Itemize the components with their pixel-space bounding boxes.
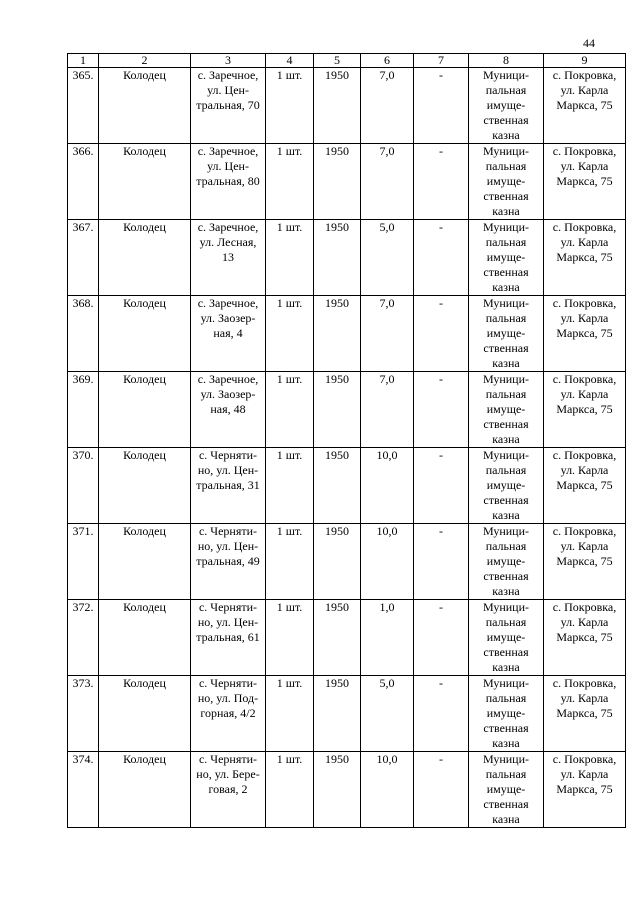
holder-address-cell-line: с. Покровка, [552,600,617,614]
object-name-cell: Колодец [99,752,191,828]
ownership-cell-line: ственная [483,265,529,279]
address-cell-line: с. Заречное, [197,372,259,386]
address-cell-line: тральная, 70 [196,98,260,112]
column-7-cell: - [414,144,469,220]
ownership-cell-line: ственная [483,113,529,127]
ownership-cell-line: имуще- [486,554,526,568]
ownership-cell-line: Муници- [482,68,530,82]
holder-address-cell-line: ул. Карла [560,539,609,553]
address-cell-line: ул. Цен- [207,83,249,97]
quantity-cell: 1 шт. [266,220,314,296]
ownership-cell-line: ственная [483,569,529,583]
column-7-cell: - [414,296,469,372]
column-7-cell: - [414,220,469,296]
value-cell: 5,0 [361,220,414,296]
quantity-cell: 1 шт. [266,752,314,828]
column-header: 3 [191,54,266,68]
address-cell-line: с. Черняти- [198,676,258,690]
ownership-cell-line: имуще- [486,706,526,720]
address-cell-line: с. Заречное, [197,296,259,310]
address-cell-line: тральная, 31 [196,478,260,492]
ownership-cell-line: ственная [483,417,529,431]
table-row [68,144,626,220]
address-cell-line: с. Заречное, [197,144,259,158]
holder-address-cell [544,676,626,752]
ownership-cell [469,144,544,220]
year-cell: 1950 [314,752,361,828]
row-number-cell: 367. [68,220,99,296]
holder-address-cell [544,600,626,676]
column-number-row [68,54,626,68]
year-cell: 1950 [314,524,361,600]
row-number-cell: 371. [68,524,99,600]
table-row [68,752,626,828]
ownership-cell-line: имуще- [486,250,526,264]
table-row [68,296,626,372]
object-name-cell: Колодец [99,600,191,676]
ownership-cell-line: казна [492,660,520,674]
holder-address-cell-line: Маркса, 75 [556,782,613,796]
ownership-cell-line: имуще- [486,326,526,340]
ownership-cell [469,600,544,676]
address-cell [191,372,266,448]
address-cell [191,144,266,220]
ownership-cell-line: Муници- [482,600,530,614]
ownership-cell-line: пальная [485,387,527,401]
holder-address-cell-line: с. Покровка, [552,68,617,82]
address-cell-line: с. Черняти- [198,752,258,766]
column-header: 1 [68,54,99,68]
holder-address-cell-line: ул. Карла [560,311,609,325]
holder-address-cell-line: Маркса, 75 [556,554,613,568]
column-header: 5 [314,54,361,68]
address-cell-line: горная, 4/2 [200,706,256,720]
table-row [68,524,626,600]
value-cell: 7,0 [361,372,414,448]
address-cell [191,296,266,372]
ownership-cell [469,448,544,524]
year-cell: 1950 [314,144,361,220]
object-name-cell: Колодец [99,220,191,296]
ownership-cell [469,68,544,144]
address-cell [191,68,266,144]
value-cell: 10,0 [361,752,414,828]
holder-address-cell [544,448,626,524]
holder-address-cell-line: ул. Карла [560,691,609,705]
ownership-cell-line: пальная [485,691,527,705]
holder-address-cell-line: ул. Карла [560,235,609,249]
value-cell: 7,0 [361,296,414,372]
table-row [68,448,626,524]
ownership-cell-line: пальная [485,235,527,249]
ownership-cell [469,676,544,752]
holder-address-cell-line: Маркса, 75 [556,174,613,188]
quantity-cell: 1 шт. [266,144,314,220]
object-name-cell: Колодец [99,524,191,600]
holder-address-cell-line: с. Покровка, [552,372,617,386]
row-number-cell: 369. [68,372,99,448]
row-number-cell: 368. [68,296,99,372]
object-name-cell: Колодец [99,68,191,144]
ownership-cell-line: казна [492,736,520,750]
value-cell: 7,0 [361,144,414,220]
address-cell [191,448,266,524]
ownership-cell-line: имуще- [486,98,526,112]
column-7-cell: - [414,600,469,676]
ownership-cell-line: ственная [483,493,529,507]
ownership-cell-line: Муници- [482,676,530,690]
ownership-cell-line: Муници- [482,372,530,386]
ownership-cell-line: казна [492,280,520,294]
value-cell: 1,0 [361,600,414,676]
holder-address-cell-line: с. Покровка, [552,752,617,766]
holder-address-cell [544,524,626,600]
ownership-cell-line: Муници- [482,144,530,158]
table-row [68,600,626,676]
holder-address-cell-line: Маркса, 75 [556,250,613,264]
row-number-cell: 374. [68,752,99,828]
address-cell-line: но, ул. Цен- [197,539,259,553]
address-cell-line: ная, 48 [210,402,246,416]
holder-address-cell-line: Маркса, 75 [556,98,613,112]
address-cell-line: с. Черняти- [198,524,258,538]
row-number-cell: 365. [68,68,99,144]
column-7-cell: - [414,524,469,600]
table-row [68,676,626,752]
row-number-cell: 372. [68,600,99,676]
address-cell-line: ул. Лесная, [199,235,257,249]
ownership-cell-line: Муници- [482,296,530,310]
row-number-cell: 373. [68,676,99,752]
address-cell-line: говая, 2 [208,782,248,796]
value-cell: 10,0 [361,448,414,524]
ownership-cell-line: казна [492,812,520,826]
ownership-cell-line: казна [492,204,520,218]
holder-address-cell-line: с. Покровка, [552,448,617,462]
address-cell-line: ул. Цен- [207,159,249,173]
address-cell-line: ная, 4 [213,326,243,340]
ownership-cell-line: имуще- [486,630,526,644]
object-name-cell: Колодец [99,296,191,372]
property-registry-table [67,53,626,828]
ownership-cell [469,372,544,448]
ownership-cell-line: пальная [485,311,527,325]
holder-address-cell [544,752,626,828]
address-cell [191,220,266,296]
address-cell-line: ул. Заозер- [200,387,256,401]
holder-address-cell-line: с. Покровка, [552,296,617,310]
holder-address-cell-line: ул. Карла [560,615,609,629]
quantity-cell: 1 шт. [266,68,314,144]
address-cell-line: с. Заречное, [197,68,259,82]
value-cell: 7,0 [361,68,414,144]
address-cell-line: тральная, 80 [196,174,260,188]
ownership-cell-line: пальная [485,463,527,477]
ownership-cell-line: пальная [485,83,527,97]
holder-address-cell-line: ул. Карла [560,767,609,781]
object-name-cell: Колодец [99,448,191,524]
holder-address-cell-line: с. Покровка, [552,676,617,690]
holder-address-cell-line: с. Покровка, [552,144,617,158]
column-7-cell: - [414,68,469,144]
address-cell [191,676,266,752]
address-cell [191,524,266,600]
address-cell-line: но, ул. Под- [197,691,259,705]
column-7-cell: - [414,372,469,448]
holder-address-cell-line: с. Покровка, [552,524,617,538]
holder-address-cell [544,296,626,372]
address-cell-line: ул. Заозер- [200,311,256,325]
ownership-cell-line: Муници- [482,752,530,766]
column-header: 6 [361,54,414,68]
column-header: 2 [99,54,191,68]
holder-address-cell-line: Маркса, 75 [556,630,613,644]
address-cell-line: тральная, 49 [196,554,260,568]
holder-address-cell-line: Маркса, 75 [556,478,613,492]
object-name-cell: Колодец [99,676,191,752]
address-cell-line: 13 [222,250,234,264]
holder-address-cell-line: Маркса, 75 [556,326,613,340]
address-cell-line: но, ул. Цен- [197,463,259,477]
value-cell: 5,0 [361,676,414,752]
address-cell-line: но, ул. Бере- [196,767,260,781]
ownership-cell-line: казна [492,128,520,142]
object-name-cell: Колодец [99,144,191,220]
address-cell-line: с. Черняти- [198,600,258,614]
ownership-cell-line: Муници- [482,448,530,462]
ownership-cell-line: пальная [485,615,527,629]
ownership-cell-line: ственная [483,797,529,811]
holder-address-cell [544,68,626,144]
ownership-cell-line: Муници- [482,220,530,234]
column-7-cell: - [414,752,469,828]
page-number: 44 [583,36,595,50]
address-cell [191,752,266,828]
column-7-cell: - [414,676,469,752]
ownership-cell-line: пальная [485,767,527,781]
holder-address-cell-line: с. Покровка, [552,220,617,234]
ownership-cell-line: пальная [485,159,527,173]
holder-address-cell [544,144,626,220]
holder-address-cell-line: ул. Карла [560,159,609,173]
ownership-cell [469,524,544,600]
ownership-cell-line: ственная [483,189,529,203]
ownership-cell-line: имуще- [486,478,526,492]
holder-address-cell [544,372,626,448]
column-header: 8 [469,54,544,68]
ownership-cell-line: имуще- [486,402,526,416]
row-number-cell: 370. [68,448,99,524]
ownership-cell-line: ственная [483,721,529,735]
holder-address-cell-line: ул. Карла [560,387,609,401]
quantity-cell: 1 шт. [266,524,314,600]
holder-address-cell-line: Маркса, 75 [556,402,613,416]
year-cell: 1950 [314,448,361,524]
quantity-cell: 1 шт. [266,676,314,752]
year-cell: 1950 [314,372,361,448]
year-cell: 1950 [314,220,361,296]
year-cell: 1950 [314,676,361,752]
address-cell-line: тральная, 61 [196,630,260,644]
column-header: 4 [266,54,314,68]
column-header: 7 [414,54,469,68]
ownership-cell-line: пальная [485,539,527,553]
address-cell-line: с. Заречное, [197,220,259,234]
ownership-cell-line: казна [492,584,520,598]
holder-address-cell-line: Маркса, 75 [556,706,613,720]
address-cell [191,600,266,676]
ownership-cell [469,296,544,372]
quantity-cell: 1 шт. [266,600,314,676]
value-cell: 10,0 [361,524,414,600]
ownership-cell-line: ственная [483,341,529,355]
ownership-cell-line: имуще- [486,782,526,796]
ownership-cell-line: казна [492,356,520,370]
year-cell: 1950 [314,68,361,144]
ownership-cell [469,752,544,828]
ownership-cell-line: ственная [483,645,529,659]
quantity-cell: 1 шт. [266,448,314,524]
ownership-cell-line: казна [492,508,520,522]
quantity-cell: 1 шт. [266,296,314,372]
ownership-cell-line: казна [492,432,520,446]
address-cell-line: с. Черняти- [198,448,258,462]
table-row [68,220,626,296]
ownership-cell [469,220,544,296]
ownership-cell-line: имуще- [486,174,526,188]
year-cell: 1950 [314,600,361,676]
year-cell: 1950 [314,296,361,372]
table-row [68,372,626,448]
column-header: 9 [544,54,626,68]
object-name-cell: Колодец [99,372,191,448]
address-cell-line: но, ул. Цен- [197,615,259,629]
holder-address-cell-line: ул. Карла [560,463,609,477]
row-number-cell: 366. [68,144,99,220]
ownership-cell-line: Муници- [482,524,530,538]
column-7-cell: - [414,448,469,524]
holder-address-cell-line: ул. Карла [560,83,609,97]
table-row [68,68,626,144]
holder-address-cell [544,220,626,296]
quantity-cell: 1 шт. [266,372,314,448]
